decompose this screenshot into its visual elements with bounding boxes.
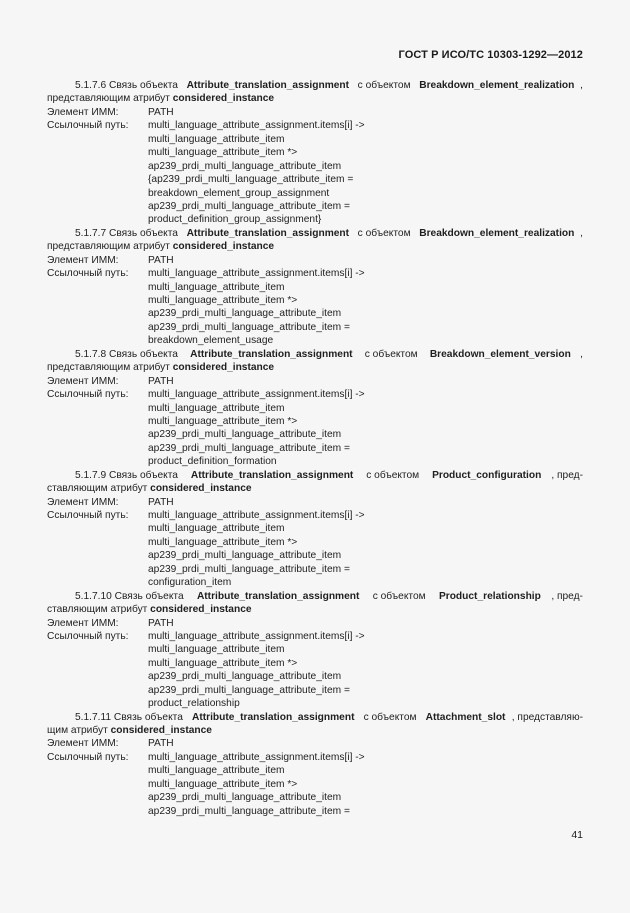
path-line: multi_language_attribute_item: [148, 523, 285, 535]
clause-section: [47, 469, 583, 590]
path-line: multi_language_attribute_item *>: [148, 147, 298, 159]
path-line: ap239_prdi_multi_language_attribute_item: [148, 160, 342, 172]
path-line: ap239_prdi_multi_language_attribute_item: [148, 550, 342, 562]
element-label: Элемент ИММ:: [47, 496, 119, 508]
path-line: multi_language_attribute_item *>: [148, 295, 298, 306]
entity-name: Attribute_translation_assignment: [190, 348, 353, 360]
path-line: ap239_prdi_multi_language_attribute_item: [148, 671, 342, 683]
path-row: [47, 119, 583, 132]
element-row: [47, 496, 583, 509]
path-line: ap239_prdi_multi_language_attribute_item =: [148, 684, 350, 696]
heading-text: с объектом: [360, 711, 420, 723]
path-line: ap239_prdi_multi_language_attribute_item: [148, 308, 342, 320]
path-line: breakdown_element_usage: [148, 335, 274, 347]
heading-text: 5.1.7.9 Связь объекта: [75, 469, 181, 481]
path-line: multi_language_attribute_item *>: [148, 536, 298, 548]
heading-text: представляющим атрибут: [47, 241, 173, 253]
path-line: multi_language_attribute_item *>: [148, 778, 298, 790]
element-row: [47, 254, 583, 267]
clause-section: [47, 348, 583, 469]
element-value: PATH: [148, 106, 174, 118]
path-line: multi_language_attribute_item *>: [148, 657, 298, 669]
path-line: multi_language_attribute_assignment.items[i] ->: [148, 510, 365, 521]
heading-text: с объектом: [363, 469, 422, 481]
clause-heading-continuation: [47, 361, 583, 374]
element-label: Элемент ИММ:: [47, 617, 119, 629]
path-line: multi_language_attribute_item: [148, 765, 285, 777]
path-line: multi_language_attribute_item: [148, 133, 285, 145]
path-line: multi_language_attribute_item: [148, 402, 285, 414]
heading-text: ставляющим атрибут: [47, 483, 151, 495]
heading-text: представляющим атрибут: [47, 362, 173, 374]
path-line: configuration_item: [148, 577, 232, 589]
heading-text: с объектом: [354, 227, 414, 239]
element-value: PATH: [148, 496, 174, 508]
element-row: [47, 737, 583, 750]
element-label: Элемент ИММ:: [47, 254, 119, 266]
clause-heading-line: [47, 469, 583, 482]
page-number: 41: [571, 829, 583, 841]
heading-text: 5.1.7.11 Связь объекта: [75, 711, 186, 723]
attribute-name: considered_instance: [172, 241, 275, 253]
path-line: ap239_prdi_multi_language_attribute_item: [148, 792, 342, 804]
clause-heading-line: [47, 348, 583, 361]
path-line: product_definition_formation: [148, 456, 277, 468]
path-line: multi_language_attribute_assignment.items[i] ->: [148, 389, 365, 401]
path-line: ap239_prdi_multi_language_attribute_item =: [148, 200, 350, 212]
element-label: Элемент ИММ:: [47, 375, 119, 387]
clause-heading-line: [47, 590, 583, 603]
clause-heading-continuation: [47, 240, 583, 253]
clause-heading-continuation: [47, 482, 583, 495]
heading-text: 5.1.7.6 Связь объекта: [75, 80, 181, 91]
path-label: Ссылочный путь:: [47, 751, 129, 763]
element-row: [47, 375, 583, 388]
heading-text: , пред-: [551, 469, 583, 481]
path-label: Ссылочный путь:: [47, 268, 129, 280]
path-line: breakdown_element_group_assignment: [148, 187, 330, 199]
entity-name: Product_configuration: [432, 469, 542, 481]
heading-text: , представляю-: [511, 711, 583, 723]
path-line: ap239_prdi_multi_language_attribute_item: [148, 429, 342, 441]
entity-name: Attribute_translation_assignment: [196, 590, 360, 602]
path-line: ap239_prdi_multi_language_attribute_item =: [148, 563, 350, 575]
path-label: Ссылочный путь:: [47, 389, 129, 401]
path-line: multi_language_attribute_assignment.items[i] ->: [148, 120, 365, 132]
path-line: multi_language_attribute_item: [148, 281, 285, 293]
clause-heading-line: [47, 79, 583, 92]
heading-text: ,: [580, 227, 583, 239]
entity-name: Attribute_translation_assignment: [192, 711, 355, 723]
attribute-name: considered_instance: [172, 93, 275, 105]
clause-section: [47, 590, 583, 711]
heading-text: представляющим атрибут: [47, 93, 173, 105]
path-line: product_relationship: [148, 698, 240, 710]
path-line: ap239_prdi_multi_language_attribute_item =: [148, 805, 350, 817]
element-value: PATH: [148, 375, 174, 387]
heading-text: щим атрибут: [47, 725, 111, 736]
entity-name: Breakdown_element_realization: [419, 227, 575, 239]
clause-heading-line: [47, 227, 583, 240]
document-header: ГОСТ Р ИСО/ТС 10303-1292—2012: [398, 49, 583, 61]
clause-section: [47, 227, 583, 348]
clause-heading-continuation: [47, 603, 583, 616]
entity-name: Breakdown_element_version: [429, 348, 571, 360]
path-label: Ссылочный путь:: [47, 510, 129, 521]
heading-text: ,: [580, 80, 583, 91]
path-row: [47, 267, 583, 280]
path-line: multi_language_attribute_item: [148, 644, 285, 656]
element-row: [47, 617, 583, 630]
clause-heading-continuation: [47, 92, 583, 105]
clause-section: [47, 79, 583, 227]
document-body: [47, 79, 583, 818]
attribute-name: considered_instance: [150, 483, 252, 495]
clause-heading-continuation: [47, 724, 583, 737]
path-label: Ссылочный путь:: [47, 630, 129, 642]
path-row: [47, 751, 583, 764]
entity-name: Attachment_slot: [425, 711, 506, 723]
clause-heading-line: [47, 711, 583, 724]
heading-text: с объектом: [369, 590, 429, 602]
path-row: [47, 630, 583, 643]
element-row: [47, 106, 583, 119]
attribute-name: considered_instance: [110, 725, 212, 736]
heading-text: , пред-: [551, 590, 583, 602]
attribute-name: considered_instance: [150, 604, 252, 616]
entity-name: Product_relationship: [438, 590, 541, 602]
heading-text: 5.1.7.10 Связь объекта: [75, 590, 187, 602]
path-line: ap239_prdi_multi_language_attribute_item =: [148, 321, 350, 333]
element-label: Элемент ИММ:: [47, 738, 119, 750]
path-line: multi_language_attribute_assignment.items[i] ->: [148, 268, 365, 280]
element-value: PATH: [148, 738, 174, 750]
path-line: ap239_prdi_multi_language_attribute_item =: [148, 442, 350, 454]
clause-section: [47, 711, 583, 819]
element-label: Элемент ИММ:: [47, 106, 119, 118]
heading-text: 5.1.7.8 Связь объекта: [75, 348, 181, 360]
path-line: {ap239_prdi_multi_language_attribute_item =: [148, 174, 354, 186]
heading-text: с объектом: [354, 80, 414, 91]
path-line: multi_language_attribute_item *>: [148, 415, 298, 427]
entity-name: Attribute_translation_assignment: [190, 469, 354, 481]
path-row: [47, 388, 583, 401]
entity-name: Attribute_translation_assignment: [186, 227, 350, 239]
attribute-name: considered_instance: [172, 362, 275, 374]
entity-name: Breakdown_element_realization: [419, 80, 575, 91]
element-value: PATH: [148, 254, 174, 266]
path-line: multi_language_attribute_assignment.items[i] ->: [148, 751, 365, 763]
path-label: Ссылочный путь:: [47, 120, 129, 132]
heading-text: с объектом: [361, 348, 421, 360]
path-row: [47, 509, 583, 522]
entity-name: Attribute_translation_assignment: [186, 80, 350, 91]
heading-text: ,: [580, 348, 583, 360]
path-line: multi_language_attribute_assignment.items[i] ->: [148, 630, 365, 642]
heading-text: ставляющим атрибут: [47, 604, 151, 616]
element-value: PATH: [148, 617, 174, 629]
path-line: product_definition_group_assignment}: [148, 214, 322, 226]
heading-text: 5.1.7.7 Связь объекта: [75, 227, 181, 239]
